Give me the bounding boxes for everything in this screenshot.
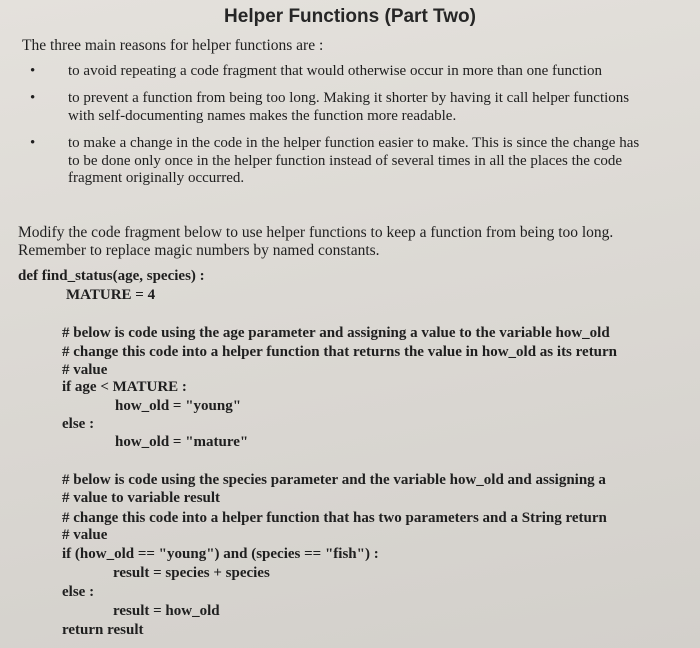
intro-text: The three main reasons for helper functions are :: [22, 37, 324, 54]
code-constant-line: MATURE = 4: [66, 287, 156, 303]
code-comment-line: # value: [62, 527, 108, 543]
list-item-line: to make a change in the code in the helper function easier to make. This is since the change has: [68, 135, 640, 151]
code-comment-line: # value: [62, 362, 108, 378]
code-comment-line: # change this code into a helper function that returns the value in how_old as its return: [62, 344, 618, 360]
code-assign-line: how_old = "young": [115, 398, 242, 414]
instructions: [18, 224, 613, 260]
code-comment-line: # below is code using the age parameter and assigning a value to the variable how_old: [62, 325, 610, 341]
code-comment-line: # below is code using the species parameter and the variable how_old and assigning a: [62, 472, 606, 488]
list-item: [68, 63, 688, 81]
bullet-icon: •: [30, 63, 36, 79]
list-item-line: fragment originally occurred.: [68, 170, 245, 186]
bullet-icon: •: [30, 135, 36, 151]
code-def-line: def find_status(age, species) :: [18, 268, 205, 284]
code-assign-line: result = species + species: [113, 565, 270, 581]
code-return-line: return result: [62, 622, 144, 638]
list-item-line: with self-documenting names makes the function more readable.: [68, 107, 457, 124]
instruction-line: Modify the code fragment below to use helper functions to keep a function from being too long.: [18, 224, 614, 241]
instruction-line: Remember to replace magic numbers by named constants.: [18, 242, 380, 259]
code-if-line: if age < MATURE :: [62, 379, 187, 395]
list-item-line: to be done only once in the helper function instead of several times in all the places the code: [68, 152, 622, 169]
list-item: [68, 90, 688, 125]
code-comment-line: # change this code into a helper function that has two parameters and a String return: [62, 510, 607, 526]
code-if-line: if (how_old == "young") and (species == "fish") :: [62, 546, 379, 562]
page-title: Helper Functions (Part Two): [224, 6, 476, 27]
code-else-line: else :: [62, 584, 95, 600]
code-assign-line: how_old = "mature": [115, 434, 249, 450]
list-item-line: to avoid repeating a code fragment that would otherwise occur in more than one function: [68, 63, 602, 79]
list-item: [68, 135, 688, 188]
bullet-icon: •: [30, 90, 36, 106]
code-comment-line: # value to variable result: [62, 490, 221, 506]
code-else-line: else :: [62, 416, 95, 432]
list-item-line: to prevent a function from being too long. Making it shorter by having it call helper functions: [68, 90, 630, 106]
code-assign-line: result = how_old: [113, 603, 220, 619]
